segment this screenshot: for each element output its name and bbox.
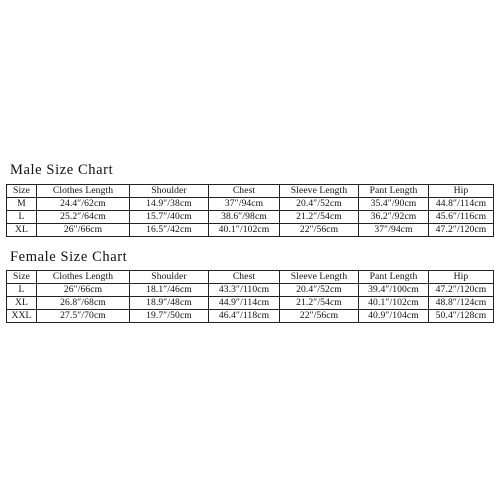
cell-clothes-length: 24.4″/62cm (37, 198, 130, 211)
female-size-chart-title: Female Size Chart (10, 249, 128, 265)
cell-chest: 43.3″/110cm (209, 284, 280, 297)
cell-clothes-length: 26.8″/68cm (37, 297, 130, 310)
cell-hip: 50.4″/128cm (429, 310, 494, 323)
male-size-table (6, 184, 494, 237)
cell-sleeve-length: 20.4″/52cm (280, 284, 359, 297)
cell-hip: 47.2″/120cm (429, 224, 494, 237)
cell-size: XL (7, 224, 37, 237)
cell-chest: 40.1″/102cm (209, 224, 280, 237)
table-row (7, 284, 494, 297)
cell-shoulder: 18.9″/48cm (130, 297, 209, 310)
table-row (7, 198, 494, 211)
cell-sleeve-length: 22″/56cm (280, 224, 359, 237)
header-chest: Chest (209, 185, 280, 198)
header-hip: Hip (429, 271, 494, 284)
cell-hip: 45.6″/116cm (429, 211, 494, 224)
female-size-table (6, 270, 494, 323)
header-sleeve-length: Sleeve Length (280, 271, 359, 284)
cell-clothes-length: 25.2″/64cm (37, 211, 130, 224)
table-row (7, 310, 494, 323)
table-header-row (7, 271, 494, 284)
cell-shoulder: 14.9″/38cm (130, 198, 209, 211)
cell-hip: 47.2″/120cm (429, 284, 494, 297)
cell-size: L (7, 284, 37, 297)
cell-shoulder: 15.7″/40cm (130, 211, 209, 224)
cell-shoulder: 19.7″/50cm (130, 310, 209, 323)
cell-sleeve-length: 21.2″/54cm (280, 297, 359, 310)
cell-hip: 48.8″/124cm (429, 297, 494, 310)
cell-shoulder: 18.1″/46cm (130, 284, 209, 297)
cell-size: M (7, 198, 37, 211)
cell-pant-length: 36.2″/92cm (359, 211, 429, 224)
cell-chest: 37″/94cm (209, 198, 280, 211)
header-clothes-length: Clothes Length (37, 185, 130, 198)
cell-pant-length: 35.4″/90cm (359, 198, 429, 211)
cell-hip: 44.8″/114cm (429, 198, 494, 211)
header-clothes-length: Clothes Length (37, 271, 130, 284)
header-pant-length: Pant Length (359, 185, 429, 198)
cell-pant-length: 40.9″/104cm (359, 310, 429, 323)
male-size-chart-title: Male Size Chart (10, 162, 114, 178)
cell-chest: 38.6″/98cm (209, 211, 280, 224)
cell-pant-length: 37″/94cm (359, 224, 429, 237)
cell-chest: 46.4″/118cm (209, 310, 280, 323)
table-row (7, 224, 494, 237)
cell-clothes-length: 26″/66cm (37, 224, 130, 237)
header-chest: Chest (209, 271, 280, 284)
header-sleeve-length: Sleeve Length (280, 185, 359, 198)
header-shoulder: Shoulder (130, 271, 209, 284)
cell-sleeve-length: 21.2″/54cm (280, 211, 359, 224)
header-shoulder: Shoulder (130, 185, 209, 198)
header-size: Size (7, 271, 37, 284)
table-row (7, 297, 494, 310)
header-pant-length: Pant Length (359, 271, 429, 284)
cell-size: L (7, 211, 37, 224)
table-header-row (7, 185, 494, 198)
header-size: Size (7, 185, 37, 198)
cell-clothes-length: 26″/66cm (37, 284, 130, 297)
cell-shoulder: 16.5″/42cm (130, 224, 209, 237)
cell-clothes-length: 27.5″/70cm (37, 310, 130, 323)
cell-chest: 44.9″/114cm (209, 297, 280, 310)
cell-pant-length: 40.1″/102cm (359, 297, 429, 310)
cell-size: XL (7, 297, 37, 310)
cell-size: XXL (7, 310, 37, 323)
table-row (7, 211, 494, 224)
cell-sleeve-length: 22″/56cm (280, 310, 359, 323)
cell-pant-length: 39.4″/100cm (359, 284, 429, 297)
cell-sleeve-length: 20.4″/52cm (280, 198, 359, 211)
header-hip: Hip (429, 185, 494, 198)
